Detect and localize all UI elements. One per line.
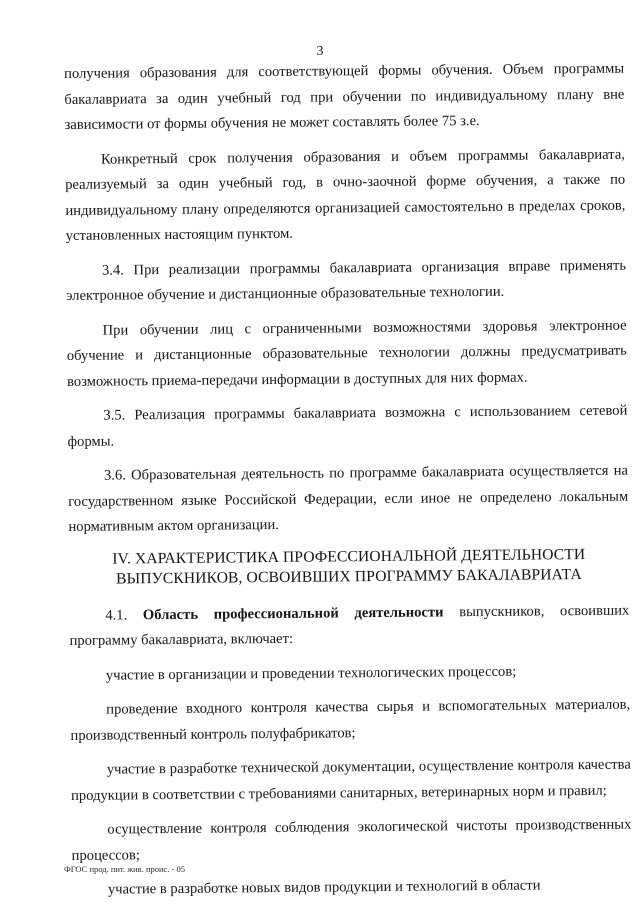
paragraph-4-1 xyxy=(69,598,629,654)
paragraph-4-1-lead: 4.1. xyxy=(105,606,143,624)
paragraph-3-6: 3.6. Образовательная деятельность по программе бакалавриата осуществляется на государственном языке Российской Федерации, если иное не определено локальным нормативным актом организации. xyxy=(68,462,629,535)
footer-code: ФГОС прод. пит. жив. проис. - 05 xyxy=(64,864,186,874)
list-item-input-control: проведение входного контроля качества сырья и вспомогательных материалов, производственный контроль полуфабрикатов; xyxy=(70,696,631,744)
paragraph-continuation: получения образования для соответствующей формы обучения. Объем программы бакалавриата за один учебный год при обучении по индивидуальному плану вне зависимости от формы обучения не может составлять более 75 з.е. xyxy=(64,60,625,133)
list-item-documentation: участие в разработке технической документации, осуществление контроля качества продукции в соответствии с требованиями санитарных, ветеринарных норм и правил; xyxy=(70,756,631,804)
list-item-new-products: участие в разработке новых видов продукции и технологий в области xyxy=(107,877,541,898)
paragraph-3-5: 3.5. Реализация программы бакалавриата возможна с использованием сетевой формы. xyxy=(67,402,628,450)
list-item-ecology: осуществление контроля соблюдения экологической чистоты производственных процессов; xyxy=(71,816,632,864)
section-heading-line-1: IV. ХАРАКТЕРИСТИКА ПРОФЕССИОНАЛЬНОЙ ДЕЯТЕЛЬНОСТИ xyxy=(112,545,586,568)
paragraph-4-1-term: Область профессиональной деятельности xyxy=(142,603,444,623)
paragraph-4-1-rest: выпускников, освоивших программу бакалавриата, включает: xyxy=(69,602,630,649)
paragraph-disabled-learners: При обучении лиц с ограниченными возможностями здоровья электронное обучение и дистанционные образовательные технологии должны предусматривать возможность приема-передачи информации в доступных для них формах. xyxy=(66,317,627,390)
paragraph-term-and-volume: Конкретный срок получения образования и объем программы бакалавриата, реализуемый за один учебный год, в очно-заочной форме обучения, а также по индивидуальному плану определяются организацией самостоятельно в пределах сроков, установленных настоящим пунктом. xyxy=(65,146,626,244)
section-heading-iv xyxy=(69,544,629,589)
section-heading-line-2: ВЫПУСКНИКОВ, ОСВОИВШИХ ПРОГРАММУ БАКАЛАВРИАТА xyxy=(116,565,582,588)
document-body xyxy=(64,57,632,905)
list-item-organization: участие в организации и проведении технологических процессов; xyxy=(105,663,517,684)
paragraph-3-4: 3.4. При реализации программы бакалавриата организация вправе применять электронное обучение и дистанционные образовательные технологии. xyxy=(66,257,627,304)
page-number: 3 xyxy=(316,44,324,59)
